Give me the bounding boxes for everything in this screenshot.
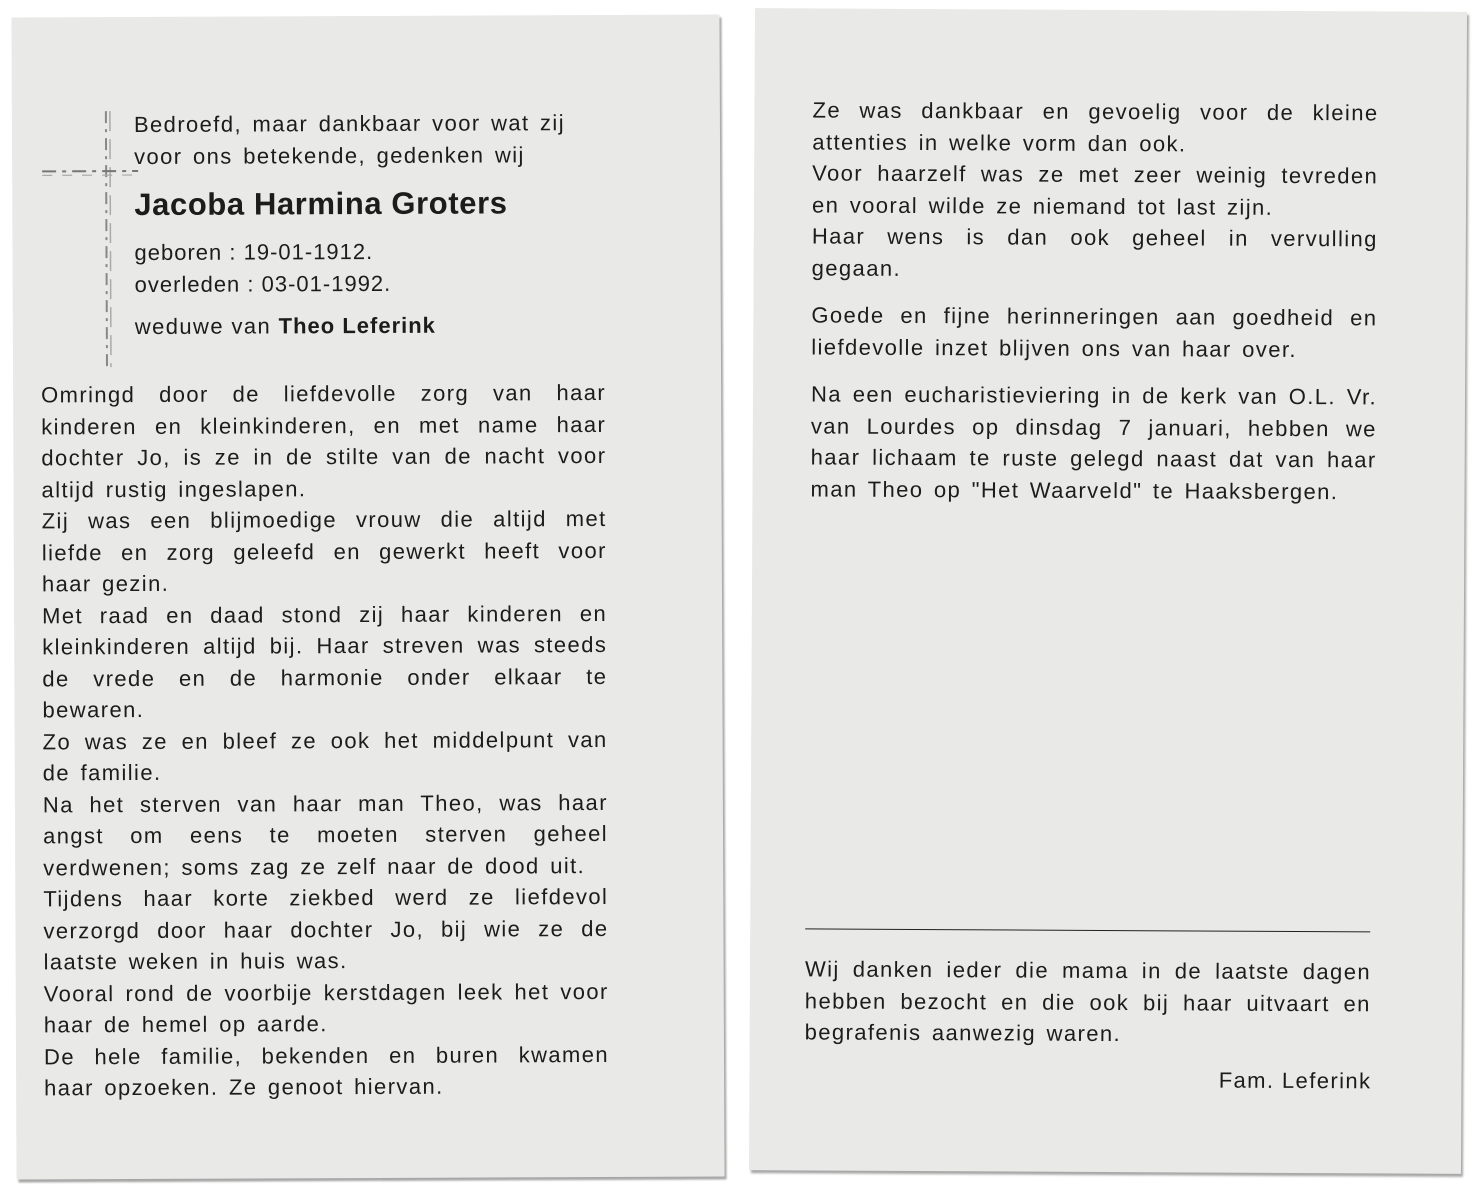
deceased-name: Jacoba Harmina Groters (134, 185, 508, 223)
paragraph: Met raad en daad stond zij haar kinderen en kleinkinderen altijd bij. Haar streven was steeds de vrede en de harmonie onder elkaar te bewaren. (42, 600, 608, 723)
paragraph: Tijdens haar korte ziekbed werd ze liefdevol verzorgd door haar dochter Jo, bij wie ze de laatste weken in huis was. (43, 883, 609, 975)
paragraph: Goede en fijne herinneringen aan goedheid en liefdevolle inzet blijven ons van haar over. (811, 302, 1378, 362)
widow-prefix: weduwe van (134, 313, 272, 340)
divider (805, 928, 1370, 932)
signature: Fam. Leferink (1218, 1067, 1372, 1094)
paragraph: Na het sterven van haar man Theo, was haar angst om eens te moeten sterven geheel verdwenen; soms zag ze zelf naar de dood uit. (42, 789, 609, 880)
paragraph: De hele familie, bekenden en buren kwamen haar opzoeken. Ze genoot hiervan. (43, 1041, 610, 1101)
paragraph: Zo was ze en bleef ze ook het middelpunt van de familie. (42, 726, 608, 786)
dates-block (134, 236, 391, 300)
paragraph: Na een eucharistieviering in de kerk van O.L. Vr. van Lourdes op dinsdag 7 januari, hebben we haar lichaam te ruste gelegd naast dat van haar man Theo op "Het Waarveld" te Haaksbergen. (810, 381, 1378, 504)
memorial-card-front (11, 14, 724, 1179)
cross-icon (40, 109, 141, 369)
paragraph: Voor haarzelf was ze met zeer weinig tevreden en vooral wilde ze niemand tot last zijn. (811, 160, 1379, 220)
widow-line (135, 313, 436, 340)
paragraph: Ze was dankbaar en gevoelig voor de kleine attenties in welke vorm dan ook. (812, 97, 1379, 156)
death-date: overleden : 03-01-1992. (134, 270, 392, 297)
paragraph: Vooral rond de voorbije kerstdagen leek het voor haar de hemel op aarde. (43, 978, 609, 1038)
left-body-text (41, 377, 609, 1104)
paragraph: Omringd door de liefdevolle zorg van haar kinderen en kleinkinderen, en met name haar dochter Jo, is ze in de stilte van de nacht voor altijd rustig ingeslapen. (41, 379, 607, 502)
right-body-text (810, 94, 1378, 507)
paragraph: Haar wens is dan ook geheel in vervulling gegaan. (811, 223, 1378, 281)
husband-name: Theo Leferink (278, 312, 436, 339)
thanks-text: Wij danken ieder die mama in de laatste dagen hebben bezocht en die ook bij haar uitvaart en begrafenis aanwezig waren. (804, 956, 1372, 1047)
birth-date: geboren : 19-01-1912. (134, 238, 374, 266)
intro-line: Bedroefd, maar dankbaar voor wat zij (133, 110, 566, 138)
intro-text (134, 107, 604, 172)
intro-line: voor ons betekende, gedenken wij (134, 141, 525, 169)
paragraph: Zij was een blijmoedige vrouw die altijd met liefde en zorg geleefd en gewerkt heeft voor haar gezin. (41, 505, 607, 597)
memorial-card-back (749, 8, 1467, 1174)
